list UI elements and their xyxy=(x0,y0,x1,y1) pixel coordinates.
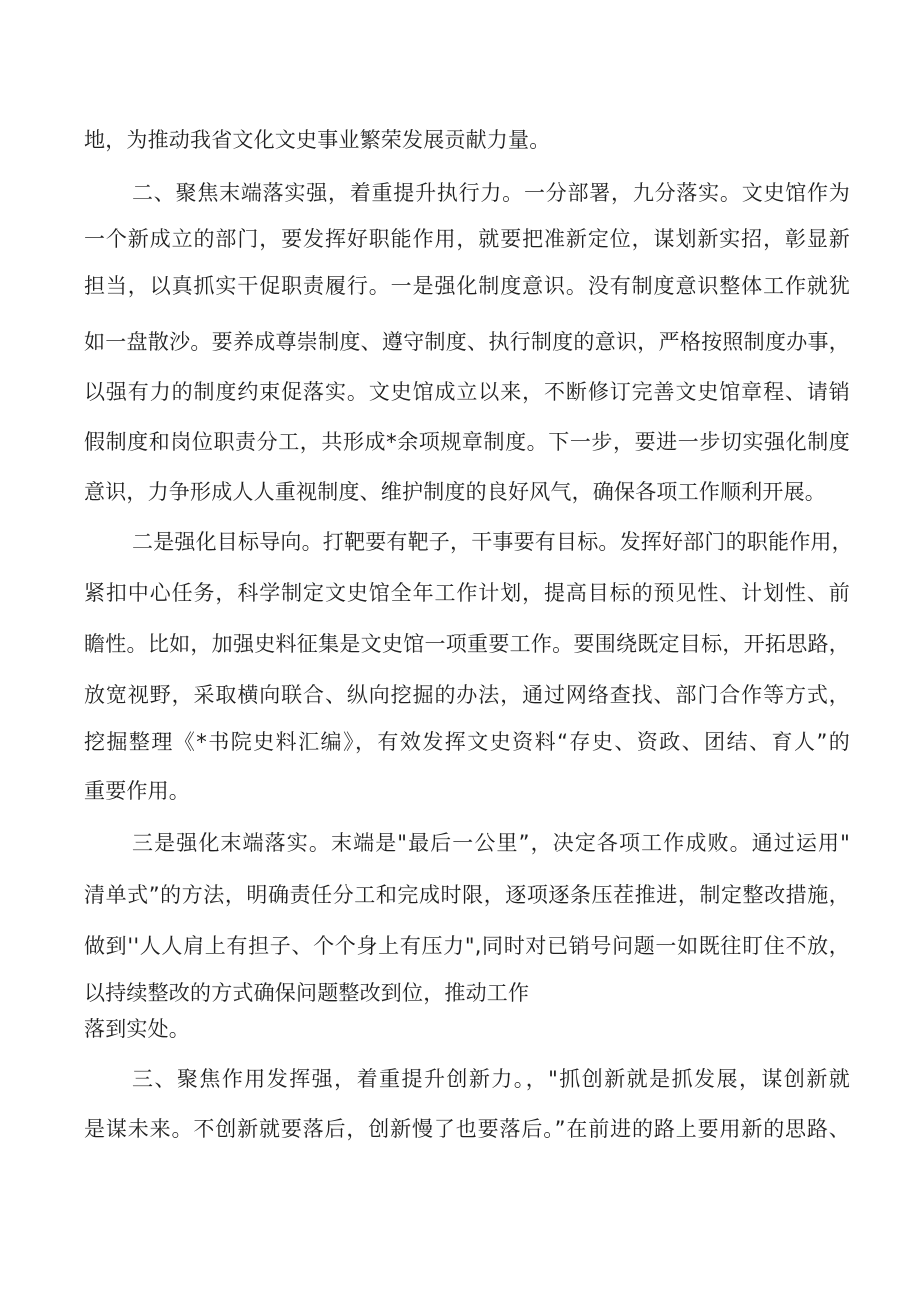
text-line: 二、聚焦末端落实强，着重提升执行力。一分部署，九分落实。文史馆作为 xyxy=(132,181,850,205)
text-line: 紧扣中心任务，科学制定文史馆全年工作计划，提高目标的预见性、计划性、前 xyxy=(84,581,850,605)
text-line: 清单式”的方法，明确责任分工和完成时限，逐项逐条压茬推进，制定整改措施， xyxy=(84,883,850,907)
text-line: 重要作用。 xyxy=(84,779,190,803)
text-line: 三、聚焦作用发挥强，着重提升创新力。，"抓创新就是抓发展，谋创新就 xyxy=(132,1067,850,1091)
text-line: 三是强化末端落实。末端是"最后一公里”，决定各项工作成败。通过运用" xyxy=(132,831,850,855)
text-line: 二是强化目标导向。打靶要有靶子，干事要有目标。发挥好部门的职能作用， xyxy=(132,530,853,554)
text-line: 一个新成立的部门，要发挥好职能作用，就要把准新定位，谋划新实招，彰显新 xyxy=(84,227,850,251)
text-line: 以强有力的制度约束促落实。文史馆成立以来，不断修订完善文史馆章程、请销 xyxy=(84,380,850,404)
text-line: 落到实处。 xyxy=(84,1017,190,1041)
text-line: 地，为推动我省文化文史事业繁荣发展贡献力量。 xyxy=(84,128,551,152)
text-line: 放宽视野，采取横向联合、纵向挖掘的办法，通过网络查找、部门合作等方式， xyxy=(84,683,850,707)
text-line: 挖掘整理《*书院史料汇编》，有效发挥文史资料“存史、资政、团结、育人”的 xyxy=(84,730,850,754)
text-line: 假制度和岗位职责分工，共形成*余项规章制度。下一步，要进一步切实强化制度 xyxy=(84,430,850,454)
text-line: 瞻性。比如，加强史料征集是文史馆一项重要工作。要围绕既定目标，开拓思路， xyxy=(84,632,850,656)
text-line: 是谋未来。不创新就要落后，创新慢了也要落后。”在前进的路上要用新的思路、 xyxy=(84,1117,850,1141)
text-line: 担当，以真抓实干促职责履行。一是强化制度意识。没有制度意识整体工作就犹 xyxy=(84,274,850,298)
text-line: 以持续整改的方式确保问题整改到位，推动工作 xyxy=(84,981,530,1005)
text-line: 做到''人人肩上有担子、个个身上有压力",同时对已销号问题一如既往盯住不放， xyxy=(84,934,850,958)
text-line: 如一盘散沙。要养成尊崇制度、遵守制度、执行制度的意识，严格按照制度办事， xyxy=(84,330,850,354)
text-line: 意识，力争形成人人重视制度、维护制度的良好风气，确保各项工作顺利开展。 xyxy=(84,480,826,504)
